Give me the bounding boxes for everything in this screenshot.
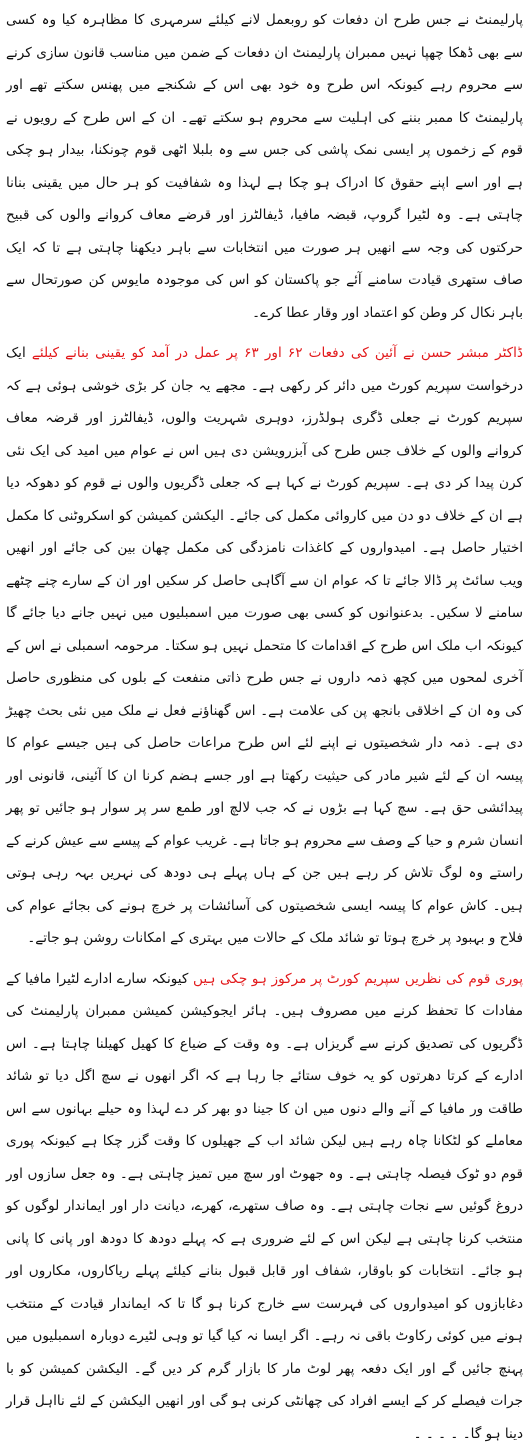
paragraph-lead-highlight: پوری قوم کی نظریں سپریم کورٹ پر مرکوز ہو چکی ہیں	[193, 971, 523, 987]
paragraph-text: پارلیمنٹ نے جس طرح ان دفعات کو روبعمل لانے کیلئے سرمہری کا مظاہرہ کیا وہ کسی سے بھی ڈھکا چھپا نہیں ممبران پارلیمنٹ ان دفعات کے ضمن میں مناسب قانون سازی کرنے سے محروم رہے کیونکہ اس طرح وہ خود بھی اس کے شکنجے میں پھنس سکتے تھے اور پارلیمنٹ کا ممبر بننے کی اہلیت سے محروم ہو سکتے تھے۔ ان کے اس طرح کے رویوں نے قوم کے زخموں پر ایسی نمک پاشی کی جس سے وہ بلبلا اٹھی قوم چونکنا، بیدار ہو چکی ہے اور اسے اپنے حقوق کا ادراک ہو چکا ہے لہذا وہ شفافیت کو ہر حال میں یقینی بنانا چاہتی ہے۔ وہ لٹیرا گروپ، قبضہ مافیا، ڈیفالٹرز اور قرضے معاف کروانے والوں کی قبیح حرکتوں کی وجہ سے انھیں ہر صورت میں انتخابات سے باہر دیکھنا چاہتی ہے تا کہ ایک صاف ستھری قیادت سامنے آئے جو پاکستان کو اس کی موجودہ مایوس کن صورتحال سے باہر نکال کر وطن کو اعتماد اور وقار عطا کرے۔	[6, 12, 523, 321]
paragraph-text: ایک درخواست سپریم کورٹ میں دائر کر رکھی ہے۔ مجھے یہ جان کر بڑی خوشی ہوئی ہے کہ سپریم کورٹ نے جعلی ڈگری ہولڈرز، دوہری شہریت والوں، ڈیفالٹرز اور قرضہ معاف کروانے والوں کے خلاف جس طرح کی آبزرویشن دی ہیں اس نے عوام میں امید کی ایک نئی کرن پیدا کر دی ہے۔ سپریم کورٹ نے کہا ہے کہ جعلی ڈگریوں والوں نے قوم کو دھوکہ دیا ہے ان کے خلاف دو دن میں کاروائی مکمل کی جائے۔ الیکشن کمیشن کو اسکروٹنی کا مکمل اختیار حاصل ہے۔ امیدواروں کے کاغذات نامزدگی کی مکمل چھان بین کی جائے اور انھیں ویب سائٹ پر ڈالا جائے تا کہ عوام ان سے آگاہی حاصل کر سکیں اور ان کے سارے چنے چٹھے سامنے لا سکیں۔ بدعنوانوں کو کسی بھی صورت میں اسمبلیوں میں نہیں جانے دیا جائے گا کیونکہ اب ملک اس طرح کے اقدامات کا متحمل نہیں ہو سکتا۔ مرحومہ اسمبلی نے اس کے آخری لمحوں میں کچھ ذمہ داروں نے جس طرح ذاتی منفعت کے بلوں کی منظوری حاصل کی وہ ان کے اخلاقی بانجھ پن کی علامت ہے۔ اس گھناؤنے فعل نے ملک میں نئی بحث چھیڑ دی ہے۔ ذمہ دار شخصیتوں نے اپنے لئے اس طرح مراعات حاصل کی ہیں جیسے عوام کا پیسہ ان کے لئے شیر مادر کی حیثیت رکھتا ہے اور جسے ہضم کرنا ان کا آئینی، قانونی اور پیدائشی حق ہے۔ سچ کہا ہے بڑوں نے کہ جب لالچ اور طمع سر پر سوار ہو جائیں تو پھر انسان شرم و حیا کے وصف سے محروم ہو جاتا ہے۔ غریب عوام کے پیسے سے عیش کرنے کے راستے وہ لوگ تلاش کر رہے ہیں جن کے ہاں پہلے ہی دودھ کی نہریں بہہ رہی ہوتی ہیں۔ کاش عوام کا پیسہ ایسی شخصیتوں کی آسائشات پر خرچ ہونے کی بجائے عوام کی فلاح و بہبود پر خرچ ہوتا تو شائد ملک کے حالات میں بہتری کے امکانات روشن ہو جاتے۔	[6, 345, 523, 946]
article-paragraph-2	[6, 337, 523, 955]
article-paragraph-3	[6, 963, 523, 1450]
paragraph-text: کیونکہ سارے ادارے لٹیرا مافیا کے مفادات کا تحفظ کرنے میں مصروف ہیں۔ ہائر ایجوکیشن کمیشن ممبران پارلیمنٹ کی ڈگریوں کی تصدیق کرنے سے گریزاں ہے۔ وہ وقت کے ضیاع کا کھیل کھیلنا چاہتا ہے۔ اس ادارے کے کرتا دھرتوں کو یہ خوف ستائے جا رہا ہے کہ اگر انھوں نے سچ اگل دیا تو شائد طاقت ور مافیا کے آنے والے دنوں میں ان کا جینا دو بھر کر دے لہذا وہ حیلے بہانوں سے اس معاملے کو لٹکانا چاہ رہے ہیں لیکن شائد اب کے جھیلوں کا وقت گزر چکا ہے کیونکہ پوری قوم دو ٹوک فیصلہ چاہتی ہے۔ وہ جھوٹ اور سچ میں تمیز چاہتی ہے۔ وہ جعل سازوں اور دروغ گوئیں سے نجات چاہتی ہے۔ وہ صاف ستھرے، کھرے، دیانت دار اور ایماندار لوگوں کو منتخب کرنا چاہتی ہے لیکن اس کے لئے ضروری ہے کہ پہلے دودھ کا دودھ اور پانی کا پانی ہو جائے۔ انتخابات کو باوقار، شفاف اور قابل قبول بنانے کیلئے پہلے ریاکاروں، مکاروں اور دغابازوں کو امیدواروں کی فہرست سے خارج کرنا ہو گا تا کہ ایماندار قیادت کے منتخب ہونے میں کوئی رکاوٹ باقی نہ رہے۔ اگر ایسا نہ کیا گیا تو وہی لٹیرے دوبارہ اسمبلیوں میں پہنچ جائیں گے اور ایک دفعہ پھر لوٹ مار کا بازار گرم کر دیں گے۔ الیکشن کمیشن کو با جرات فیصلے کر کے ایسے افراد کی چھانٹی کرنی ہو گی اور انھیں الیکشن کے لئے نااہل قرار دینا ہو گا۔ ۔ ۔ ۔ ۔	[6, 971, 523, 1442]
article-paragraph-1	[6, 4, 523, 329]
paragraph-lead-highlight: ڈاکٹر مبشر حسن نے آئین کی دفعات ۶۲ اور ۶۳ پر عمل در آمد کو یقینی بنانے کیلئے	[32, 345, 523, 361]
